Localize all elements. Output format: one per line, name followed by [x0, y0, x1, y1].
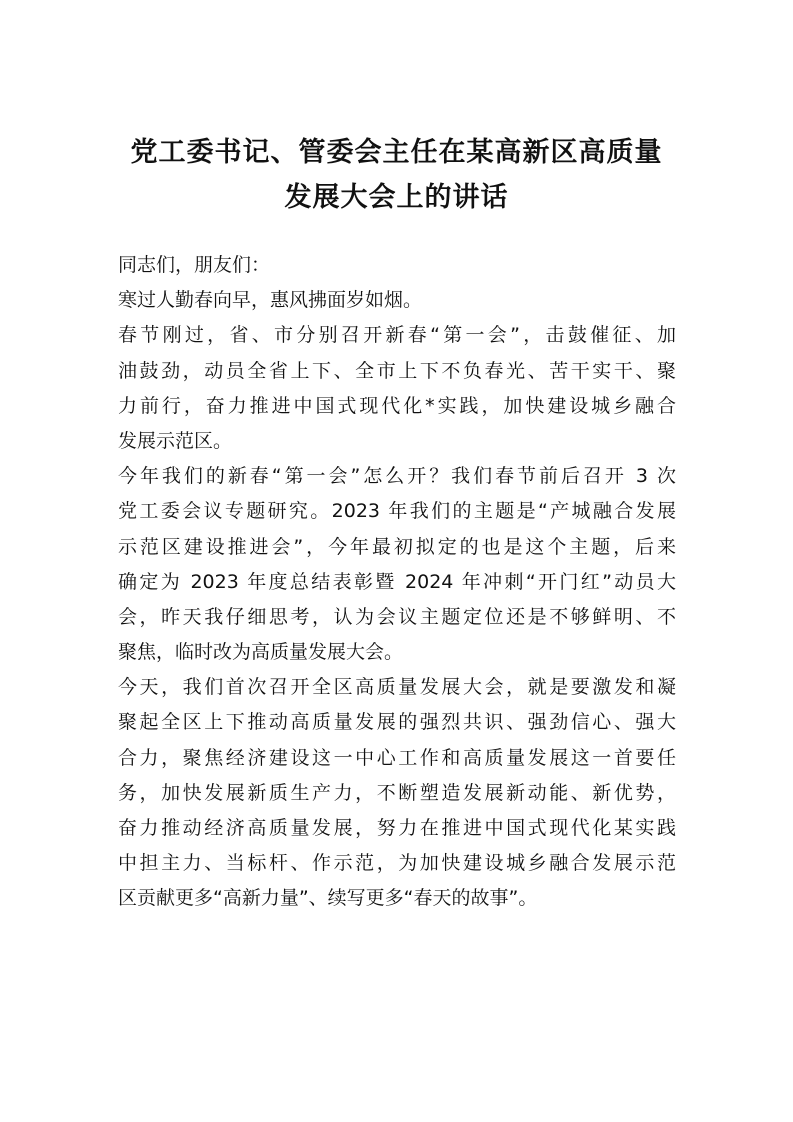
document-body [118, 248, 676, 917]
paragraph-line: 中担主力、当标杆、作示范，为加快建设城乡融合发展示范 [118, 852, 676, 875]
paragraph-line: 合力，聚焦经济建设这一中心工作和高质量发展这一首要任 [118, 746, 676, 769]
paragraph [118, 248, 676, 283]
paragraph-line: 油鼓劲，动员全省上下、全市上下不负春光、苦干实干、聚 [118, 359, 676, 382]
paragraph-line: 力前行，奋力推进中国式现代化*实践，加快建设城乡融合 [118, 394, 676, 417]
paragraph-line: 示范区建设推进会”，今年最初拟定的也是这个主题，后来 [118, 535, 676, 558]
paragraph-line: 党工委会议专题研究。2023 年我们的主题是“产城融合发展 [118, 500, 676, 523]
paragraph-line: 确定为 2023 年度总结表彰暨 2024 年冲刺“开门红”动员大 [118, 570, 676, 593]
paragraph-line: 发展示范区。 [118, 429, 233, 452]
paragraph-line: 奋力推动经济高质量发展，努力在推进中国式现代化某实践 [118, 817, 676, 839]
paragraph-line: 区贡献更多“高新力量”、续写更多“春天的故事”。 [118, 887, 538, 910]
paragraph-line: 聚起全区上下推动高质量发展的强烈共识、强劲信心、强大 [118, 711, 676, 734]
paragraph-line: 务，加快发展新质生产力，不断塑造发展新动能、新优势， [118, 781, 676, 804]
paragraph-line: 聚焦，临时改为高质量发展大会。 [118, 641, 404, 664]
document-title-line-2: 发展大会上的讲话 [284, 182, 509, 213]
paragraph-line: 会，昨天我仔细思考，认为会议主题定位还是不够鲜明、不 [118, 605, 676, 628]
paragraph [118, 283, 676, 318]
paragraph-line: 同志们，朋友们： [118, 254, 271, 276]
document-title-line-1: 党工委书记、管委会主任在某高新区高质量 [130, 137, 663, 168]
paragraph [118, 459, 676, 670]
paragraph-line: 今年我们的新春“第一会”怎么开？我们春节前后召开 3 次 [118, 465, 676, 488]
paragraph [118, 670, 676, 916]
paragraph-line: 春节刚过，省、市分别召开新春“第一会”，击鼓催征、加 [118, 324, 676, 347]
paragraph-line: 今天，我们首次召开全区高质量发展大会，就是要激发和凝 [118, 676, 676, 699]
paragraph [118, 318, 676, 459]
paragraph-line: 寒过人勤春向早，惠风拂面岁如烟。 [118, 289, 423, 312]
